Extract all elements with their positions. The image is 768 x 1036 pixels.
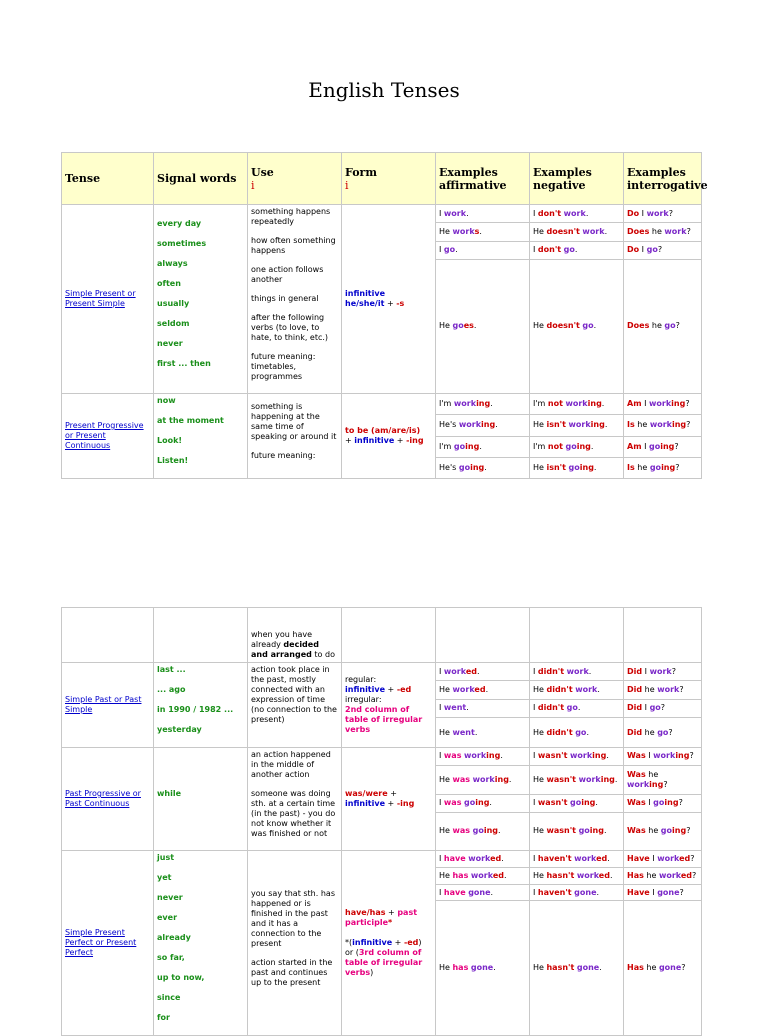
example-neg-cell: I haven't worked. bbox=[530, 851, 624, 868]
use-item: future meaning: bbox=[251, 451, 316, 460]
form-part: have/has bbox=[345, 908, 386, 917]
signal-word: every day bbox=[157, 219, 202, 228]
example-int-cell: Has he worked? bbox=[624, 867, 702, 884]
signal-word: ... ago bbox=[157, 685, 186, 694]
table-row bbox=[62, 663, 702, 681]
signal-word: already bbox=[157, 933, 191, 942]
signal-word: yesterday bbox=[157, 725, 202, 734]
tense-name-cell bbox=[62, 663, 154, 748]
tense-link[interactable]: Simple Present Perfect or Present Perfect bbox=[65, 928, 137, 957]
form-cell bbox=[342, 394, 436, 479]
example-neg-cell: I'm not going. bbox=[530, 436, 624, 457]
use-item: after the following verbs (to love, to hate, to think, etc.) bbox=[251, 313, 329, 342]
example-neg-cell: I wasn't going. bbox=[530, 795, 624, 813]
signal-word: yet bbox=[157, 873, 172, 882]
form-part: *( bbox=[345, 938, 353, 947]
signal-word: for bbox=[157, 1013, 170, 1022]
form-part: + bbox=[385, 908, 398, 917]
tense-name-cell bbox=[62, 394, 154, 479]
form-part: + bbox=[384, 299, 397, 308]
example-int-cell: Did he work? bbox=[624, 681, 702, 699]
example-aff-cell: He was working. bbox=[436, 765, 530, 794]
example-neg-cell: He doesn't work. bbox=[530, 223, 624, 241]
signal-words-cell bbox=[154, 851, 248, 1036]
form-cell bbox=[342, 851, 436, 1036]
example-int-cell: Have I worked? bbox=[624, 851, 702, 868]
signal-word: first ... then bbox=[157, 359, 211, 368]
example-neg-cell: He isn't going. bbox=[530, 457, 624, 478]
example-neg-cell: He didn't go. bbox=[530, 718, 624, 748]
form-part: regular: bbox=[345, 675, 377, 684]
example-int-cell: Do I go? bbox=[624, 241, 702, 259]
use-info-link[interactable]: i bbox=[251, 178, 255, 192]
form-part: infinitive bbox=[345, 685, 386, 694]
signal-word: at the moment bbox=[157, 416, 224, 425]
form-part: * bbox=[388, 918, 393, 927]
form-part: + bbox=[387, 789, 397, 798]
example-int-cell: Did he go? bbox=[624, 718, 702, 748]
use-cell bbox=[248, 748, 342, 851]
use-item: things in general bbox=[251, 294, 319, 303]
tense-link[interactable]: Present Progressive or Present Continuous bbox=[65, 421, 144, 450]
tenses-table-1 bbox=[61, 152, 708, 479]
example-aff-cell: He worked. bbox=[436, 681, 530, 699]
example-int-cell: Has he gone? bbox=[624, 901, 702, 1036]
signal-words-cell bbox=[154, 748, 248, 851]
example-aff-cell: I'm going. bbox=[436, 436, 530, 457]
example-neg-cell: I'm not working. bbox=[530, 394, 624, 415]
signal-words-cell bbox=[154, 394, 248, 479]
form-part: + bbox=[385, 685, 397, 694]
example-aff-cell: He has worked. bbox=[436, 867, 530, 884]
example-int-cell: Do I work? bbox=[624, 205, 702, 223]
form-part: -ing bbox=[406, 436, 424, 445]
form-part: -ed bbox=[403, 938, 419, 947]
tense-link[interactable]: Past Progressive or Past Continuous bbox=[65, 789, 141, 808]
example-neg-cell: He hasn't worked. bbox=[530, 867, 624, 884]
example-aff-cell: He went. bbox=[436, 718, 530, 748]
example-int-cell: Does he go? bbox=[624, 259, 702, 393]
example-aff-cell: I have gone. bbox=[436, 884, 530, 901]
example-int-cell: Am I working? bbox=[624, 394, 702, 415]
use-cell bbox=[248, 851, 342, 1036]
signal-word: often bbox=[157, 279, 181, 288]
signal-word: Look! bbox=[157, 436, 183, 445]
example-aff-cell: He goes. bbox=[436, 259, 530, 393]
form-part: ) or ( bbox=[345, 938, 422, 957]
example-int-cell: Was he working? bbox=[624, 765, 702, 794]
tense-name-cell bbox=[62, 748, 154, 851]
form-part: + bbox=[385, 799, 397, 808]
example-aff-cell: I was going. bbox=[436, 795, 530, 813]
form-part: infinitive bbox=[354, 436, 395, 445]
form-part: + bbox=[394, 436, 407, 445]
tense-link[interactable]: Simple Past or Past Simple bbox=[65, 695, 142, 714]
use-cell bbox=[248, 394, 342, 479]
example-int-cell: Did I work? bbox=[624, 663, 702, 681]
example-aff-cell: He's going. bbox=[436, 457, 530, 478]
form-part: to be (am/are/is) bbox=[345, 426, 421, 435]
table-row bbox=[62, 748, 702, 766]
use-item: an action happened in the middle of another action bbox=[251, 750, 331, 779]
form-info-link[interactable]: i bbox=[345, 178, 349, 192]
use-item: you say that sth. has happened or is finished in the past and it has a connection to the present bbox=[251, 889, 335, 948]
use-item: one action follows another bbox=[251, 265, 324, 284]
example-aff-cell: He was going. bbox=[436, 812, 530, 850]
example-aff-cell: I'm working. bbox=[436, 394, 530, 415]
example-neg-cell: I didn't go. bbox=[530, 699, 624, 717]
example-int-cell: Is he working? bbox=[624, 415, 702, 436]
example-aff-cell: I work. bbox=[436, 205, 530, 223]
signal-word: last ... bbox=[157, 665, 186, 674]
example-int-cell: Am I going? bbox=[624, 436, 702, 457]
example-int-cell: Did I go? bbox=[624, 699, 702, 717]
signal-word: ever bbox=[157, 913, 178, 922]
form-part: -ing bbox=[396, 799, 415, 808]
use-item: something happens repeatedly bbox=[251, 207, 331, 226]
signal-word: never bbox=[157, 339, 183, 348]
form-part: was/were bbox=[345, 789, 388, 798]
use-cell: when you have already decided and arranged to do bbox=[248, 608, 342, 663]
use-cell bbox=[248, 205, 342, 394]
example-neg-cell: He hasn't gone. bbox=[530, 901, 624, 1036]
signal-words-cell bbox=[154, 205, 248, 394]
header-signal-words: Signal words bbox=[154, 153, 248, 205]
signal-word: in 1990 / 1982 ... bbox=[157, 705, 234, 714]
form-part: irregular: bbox=[345, 695, 382, 704]
tenses-table-2 bbox=[61, 607, 702, 1036]
form-part: infinitive bbox=[345, 799, 386, 808]
table-header-row bbox=[62, 153, 702, 205]
example-neg-cell: I didn't work. bbox=[530, 663, 624, 681]
example-neg-cell: I don't work. bbox=[530, 205, 624, 223]
header-use: Use i bbox=[248, 153, 342, 205]
form-part: + bbox=[392, 938, 404, 947]
header-examples-affirmative: Examples affirmative bbox=[436, 153, 530, 205]
example-neg-cell: He didn't work. bbox=[530, 681, 624, 699]
form-part: past participle bbox=[345, 908, 418, 927]
header-form: Form i bbox=[342, 153, 436, 205]
signal-words-cell bbox=[154, 663, 248, 748]
signal-word: usually bbox=[157, 299, 190, 308]
example-neg-cell: He doesn't go. bbox=[530, 259, 624, 393]
signal-word: sometimes bbox=[157, 239, 207, 248]
example-aff-cell: I have worked. bbox=[436, 851, 530, 868]
example-aff-cell: I go. bbox=[436, 241, 530, 259]
table-row bbox=[62, 205, 702, 223]
example-neg-cell: He wasn't working. bbox=[530, 765, 624, 794]
form-cell bbox=[342, 748, 436, 851]
example-neg-cell: He wasn't going. bbox=[530, 812, 624, 850]
tense-name-cell bbox=[62, 205, 154, 394]
form-part: infinitive bbox=[352, 938, 393, 947]
form-part: + bbox=[345, 436, 355, 445]
signal-word: while bbox=[157, 789, 181, 798]
example-aff-cell: He has gone. bbox=[436, 901, 530, 1036]
example-aff-cell: He works. bbox=[436, 223, 530, 241]
example-int-cell: Was he going? bbox=[624, 812, 702, 850]
header-tense: Tense bbox=[62, 153, 154, 205]
example-neg-cell: He isn't working. bbox=[530, 415, 624, 436]
form-part: 2nd column of table of irregular verbs bbox=[345, 705, 423, 734]
signal-word: now bbox=[157, 396, 176, 405]
table-row bbox=[62, 394, 702, 415]
form-part: 3rd column of table of irregular verbs bbox=[345, 948, 423, 977]
signal-word: never bbox=[157, 893, 183, 902]
example-aff-cell: He's working. bbox=[436, 415, 530, 436]
example-aff-cell: I was working. bbox=[436, 748, 530, 766]
tense-name-cell bbox=[62, 851, 154, 1036]
use-item: something is happening at the same time of speaking or around it bbox=[251, 402, 337, 441]
example-int-cell: Have I gone? bbox=[624, 884, 702, 901]
example-neg-cell: I don't go. bbox=[530, 241, 624, 259]
table-blank-row bbox=[62, 608, 702, 663]
signal-word: Listen! bbox=[157, 456, 189, 465]
form-part: he/she/it bbox=[345, 299, 385, 308]
page-title: English Tenses bbox=[308, 78, 460, 102]
example-int-cell: Does he work? bbox=[624, 223, 702, 241]
form-part: -s bbox=[396, 299, 405, 308]
form-part: ) bbox=[370, 968, 374, 977]
tense-link[interactable]: Simple Present or Present Simple bbox=[65, 289, 136, 308]
signal-word: so far, bbox=[157, 953, 185, 962]
signal-word: always bbox=[157, 259, 188, 268]
form-part: -ed bbox=[396, 685, 412, 694]
example-aff-cell: I went. bbox=[436, 699, 530, 717]
header-examples-negative: Examples negative bbox=[530, 153, 624, 205]
form-cell bbox=[342, 663, 436, 748]
form-cell bbox=[342, 205, 436, 394]
header-examples-interrogative: Examples interrogative bbox=[624, 153, 702, 205]
use-item: action took place in the past, mostly connected with an expression of time (no connection to the present) bbox=[251, 665, 337, 724]
use-item: someone was doing sth. at a certain time (in the past) - you do not know whether it was finished or not bbox=[251, 789, 336, 838]
example-int-cell: Is he going? bbox=[624, 457, 702, 478]
example-neg-cell: I haven't gone. bbox=[530, 884, 624, 901]
table-row bbox=[62, 851, 702, 868]
use-cell bbox=[248, 663, 342, 748]
example-neg-cell: I wasn't working. bbox=[530, 748, 624, 766]
use-item: how often something happens bbox=[251, 236, 336, 255]
form-part: infinitive bbox=[345, 289, 386, 298]
signal-word: up to now, bbox=[157, 973, 205, 982]
use-item: action started in the past and continues up to the present bbox=[251, 958, 333, 987]
signal-word: since bbox=[157, 993, 181, 1002]
example-int-cell: Was I going? bbox=[624, 795, 702, 813]
example-aff-cell: I worked. bbox=[436, 663, 530, 681]
signal-word: seldom bbox=[157, 319, 190, 328]
signal-word: just bbox=[157, 853, 175, 862]
use-item: future meaning: timetables, programmes bbox=[251, 352, 316, 381]
example-int-cell: Was I working? bbox=[624, 748, 702, 766]
